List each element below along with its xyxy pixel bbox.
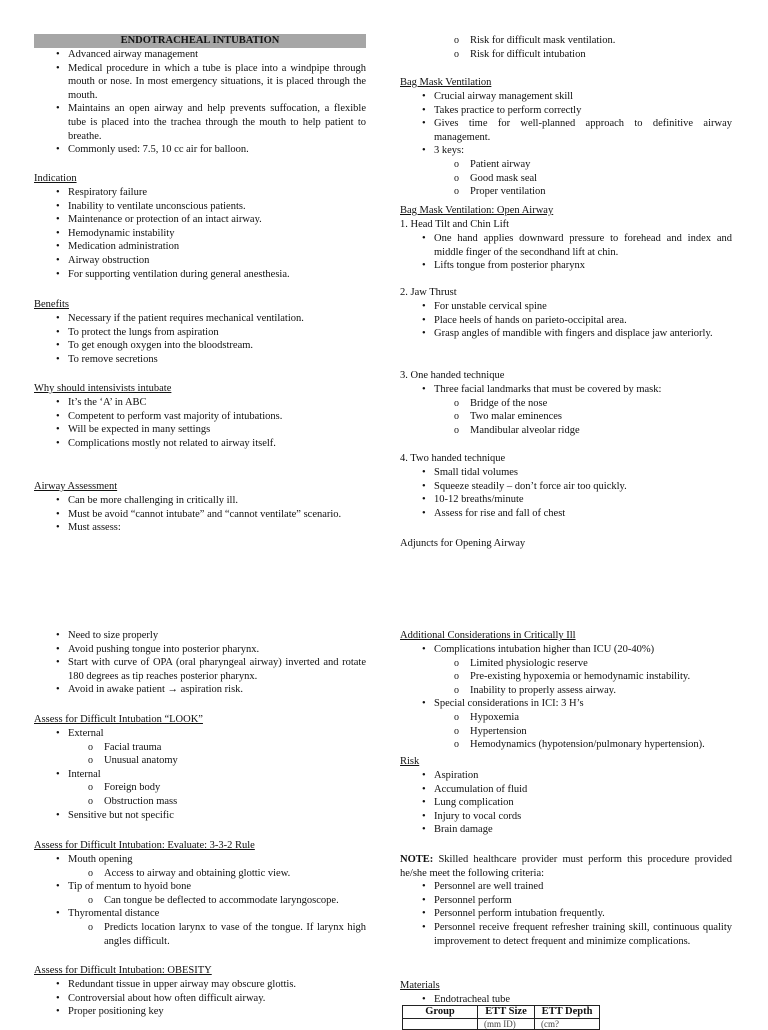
list-subitem: o Patient airway: [400, 158, 732, 172]
list-item: • Personnel perform: [400, 894, 732, 908]
list-item: • Respiratory failure: [34, 186, 366, 200]
list-item: • Personnel receive frequent refresher training skill, continuous quality improvement to detect frequent and minimize complications.: [400, 921, 732, 948]
list-item: • Start with curve of OPA (oral pharyngeal airway) inverted and rotate 180 degrees as tip reaches posterior pharynx.: [34, 656, 366, 683]
list-item: • Avoid pushing tongue into posterior pharynx.: [34, 643, 366, 657]
subheading-head-tilt: 1. Head Tilt and Chin Lift: [400, 219, 510, 230]
section-heading-indication: Indication: [34, 173, 77, 184]
list-subitem: o Good mask seal: [400, 172, 732, 186]
list-item: • Personnel are well trained: [400, 880, 732, 894]
list-item: • Sensitive but not specific: [34, 809, 366, 823]
table-cell: (cm?: [535, 1019, 600, 1030]
left-column-bottom: [34, 629, 366, 1018]
one-handed-list: [400, 383, 732, 437]
list-subitem: o Mandibular alveolar ridge: [400, 424, 732, 438]
list-item: • Complications intubation higher than ICU (20-40%): [400, 643, 732, 657]
list-item: • Lifts tongue from posterior pharynx: [400, 259, 732, 273]
two-handed-list: [400, 466, 732, 520]
jaw-thrust-list: [400, 300, 732, 341]
look-list: [34, 727, 366, 822]
right-column-bottom: [400, 629, 732, 1029]
additional-list: [400, 643, 732, 752]
list-subitem: o Hemodynamics (hypotension/pulmonary hypertension).: [400, 738, 732, 752]
list-item: • Takes practice to perform correctly: [400, 104, 732, 118]
indication-list: [34, 186, 366, 281]
table-header-group: Group: [403, 1006, 478, 1019]
list-item: • Aspiration: [400, 769, 732, 783]
list-item: • Competent to perform vast majority of intubations.: [34, 410, 366, 424]
list-subitem: o Hypoxemia: [400, 711, 732, 725]
list-item: • 3 keys:: [400, 144, 732, 158]
list-item: • Must be avoid “cannot intubate” and “cannot ventilate” scenario.: [34, 508, 366, 522]
list-item: • For unstable cervical spine: [400, 300, 732, 314]
list-subitem: o Inability to properly assess airway.: [400, 684, 732, 698]
list-subitem: o Two malar eminences: [400, 410, 732, 424]
list-item: • Inability to ventilate unconscious patients.: [34, 200, 366, 214]
list-subitem: o Foreign body: [34, 781, 366, 795]
list-item: • Maintains an open airway and help prevents suffocation, a flexible tube is placed into the trachea through the mouth to help patient to breathe.: [34, 102, 366, 143]
section-heading-bag-mask: Bag Mask Ventilation: [400, 77, 492, 88]
section-heading-open-airway: Bag Mask Ventilation: Open Airway: [400, 205, 554, 216]
table-cell: [403, 1019, 478, 1030]
list-item: • Squeeze steadily – don’t force air too quickly.: [400, 480, 732, 494]
list-subitem: o Predicts location larynx to vase of the tongue. If larynx high angles difficult.: [34, 921, 366, 948]
benefits-list: [34, 312, 366, 366]
section-heading-materials: Materials: [400, 980, 440, 991]
table-header-ett-depth: ETT Depth: [535, 1006, 600, 1019]
note-paragraph: [400, 853, 732, 948]
page-title: ENDOTRACHEAL INTUBATION: [34, 34, 366, 48]
section-heading-airway-assessment: Airway Assessment: [34, 481, 118, 492]
ett-table: [402, 1005, 600, 1030]
section-heading-obesity: Assess for Difficult Intubation: OBESITY: [34, 965, 212, 976]
right-column-top: [400, 34, 732, 549]
list-item: • Place heels of hands on parieto-occipital area.: [400, 314, 732, 328]
why-list: [34, 396, 366, 450]
list-item: • Advanced airway management: [34, 48, 366, 62]
list-item: • Complications mostly not related to airway itself.: [34, 437, 366, 451]
list-item: • Personnel perform intubation frequently.: [400, 907, 732, 921]
section-heading-evaluate: Assess for Difficult Intubation: Evaluate: 3-3-2 Rule: [34, 840, 255, 851]
list-item: • Internal: [34, 768, 366, 782]
list-item: • Medical procedure in which a tube is place into a windpipe through mouth or nose. In most emergency situations, it is placed through the mouth.: [34, 62, 366, 103]
list-item: • Will be expected in many settings: [34, 423, 366, 437]
list-item: • To get enough oxygen into the bloodstream.: [34, 339, 366, 353]
obesity-list: [34, 978, 366, 1019]
list-subitem: o Bridge of the nose: [400, 397, 732, 411]
section-heading-additional: Additional Considerations in Critically Ill: [400, 630, 576, 641]
section-heading-look: Assess for Difficult Intubation “LOOK”: [34, 714, 203, 725]
risk-subs-list: [400, 34, 732, 61]
list-subitem: o Pre-existing hypoxemia or hemodynamic instability.: [400, 670, 732, 684]
subheading-jaw-thrust: 2. Jaw Thrust: [400, 287, 457, 298]
list-item: • It’s the ‘A’ in ABC: [34, 396, 366, 410]
assess-list: [34, 494, 366, 535]
evaluate-list: [34, 853, 366, 948]
list-subitem: o Risk for difficult mask ventilation.: [400, 34, 732, 48]
section-heading-risk: Risk: [400, 756, 420, 767]
list-item: • Mouth opening: [34, 853, 366, 867]
list-subitem: o Unusual anatomy: [34, 754, 366, 768]
list-item: • Maintenance or protection of an intact airway.: [34, 213, 366, 227]
list-subitem: o Hypertension: [400, 725, 732, 739]
list-subitem: o Access to airway and obtaining glottic view.: [34, 867, 366, 881]
list-item: • 10-12 breaths/minute: [400, 493, 732, 507]
list-item: • Injury to vocal cords: [400, 810, 732, 824]
list-item: • Commonly used: 7.5, 10 cc air for balloon.: [34, 143, 366, 157]
table-header-ett-size: ETT Size: [478, 1006, 535, 1019]
subheading-two-handed: 4. Two handed technique: [400, 453, 506, 464]
note-list: [400, 880, 732, 948]
list-item: • External: [34, 727, 366, 741]
list-item: • Gives time for well-planned approach to definitive airway management.: [400, 117, 732, 144]
list-item: • Small tidal volumes: [400, 466, 732, 480]
list-item: • Avoid in awake patient → aspiration risk.: [34, 683, 366, 697]
list-item: • Airway obstruction: [34, 254, 366, 268]
list-item: • Special considerations in ICI: 3 H’s: [400, 697, 732, 711]
list-item: • Crucial airway management skill: [400, 90, 732, 104]
table-cell: (mm ID): [478, 1019, 535, 1030]
list-item: • Grasp angles of mandible with fingers and displace jaw anteriorly.: [400, 327, 732, 341]
risk-list: [400, 769, 732, 837]
list-item: • Tip of mentum to hyoid bone: [34, 880, 366, 894]
list-item: • Controversial about how often difficult airway.: [34, 992, 366, 1006]
table-header-row: [403, 1006, 600, 1019]
list-item: • One hand applies downward pressure to forehead and index and middle finger of the secondhand lift at chin.: [400, 232, 732, 259]
list-item: • To remove secretions: [34, 353, 366, 367]
opa-list: [34, 629, 366, 697]
list-item: • Proper positioning key: [34, 1005, 366, 1019]
subheading-one-handed: 3. One handed technique: [400, 370, 505, 381]
note-label: NOTE:: [400, 854, 434, 865]
list-subitem: o Can tongue be deflected to accommodate laryngoscope.: [34, 894, 366, 908]
list-item: • Endotracheal tube: [400, 993, 732, 1007]
list-item: • Assess for rise and fall of chest: [400, 507, 732, 521]
list-subitem: o Facial trauma: [34, 741, 366, 755]
table-row: [403, 1019, 600, 1030]
list-subitem: o Proper ventilation: [400, 185, 732, 199]
bmv-list: [400, 90, 732, 199]
left-column-top: [34, 34, 366, 534]
list-item: • Hemodynamic instability: [34, 227, 366, 241]
intro-list: [34, 48, 366, 157]
list-item: • Thyromental distance: [34, 907, 366, 921]
list-item: • Necessary if the patient requires mechanical ventilation.: [34, 312, 366, 326]
list-item: • Accumulation of fluid: [400, 783, 732, 797]
list-item: • Lung complication: [400, 796, 732, 810]
list-subitem: o Obstruction mass: [34, 795, 366, 809]
list-subitem: o Limited physiologic reserve: [400, 657, 732, 671]
section-heading-benefits: Benefits: [34, 299, 69, 310]
list-item: • To protect the lungs from aspiration: [34, 326, 366, 340]
list-item: • Must assess:: [34, 521, 366, 535]
head-tilt-list: [400, 232, 732, 273]
list-item: • Brain damage: [400, 823, 732, 837]
adjuncts-heading: Adjuncts for Opening Airway: [400, 538, 526, 549]
note-text: Skilled healthcare provider must perform this procedure provided he/she meet the following criteria:: [400, 854, 732, 879]
list-item: • Can be more challenging in critically ill.: [34, 494, 366, 508]
section-heading-why-intubate: Why should intensivists intubate: [34, 383, 172, 394]
list-item: • Three facial landmarks that must be covered by mask:: [400, 383, 732, 397]
list-subitem: o Risk for difficult intubation: [400, 48, 732, 62]
list-item: • Redundant tissue in upper airway may obscure glottis.: [34, 978, 366, 992]
list-item: • For supporting ventilation during general anesthesia.: [34, 268, 366, 282]
list-item: • Medication administration: [34, 240, 366, 254]
list-item: • Need to size properly: [34, 629, 366, 643]
